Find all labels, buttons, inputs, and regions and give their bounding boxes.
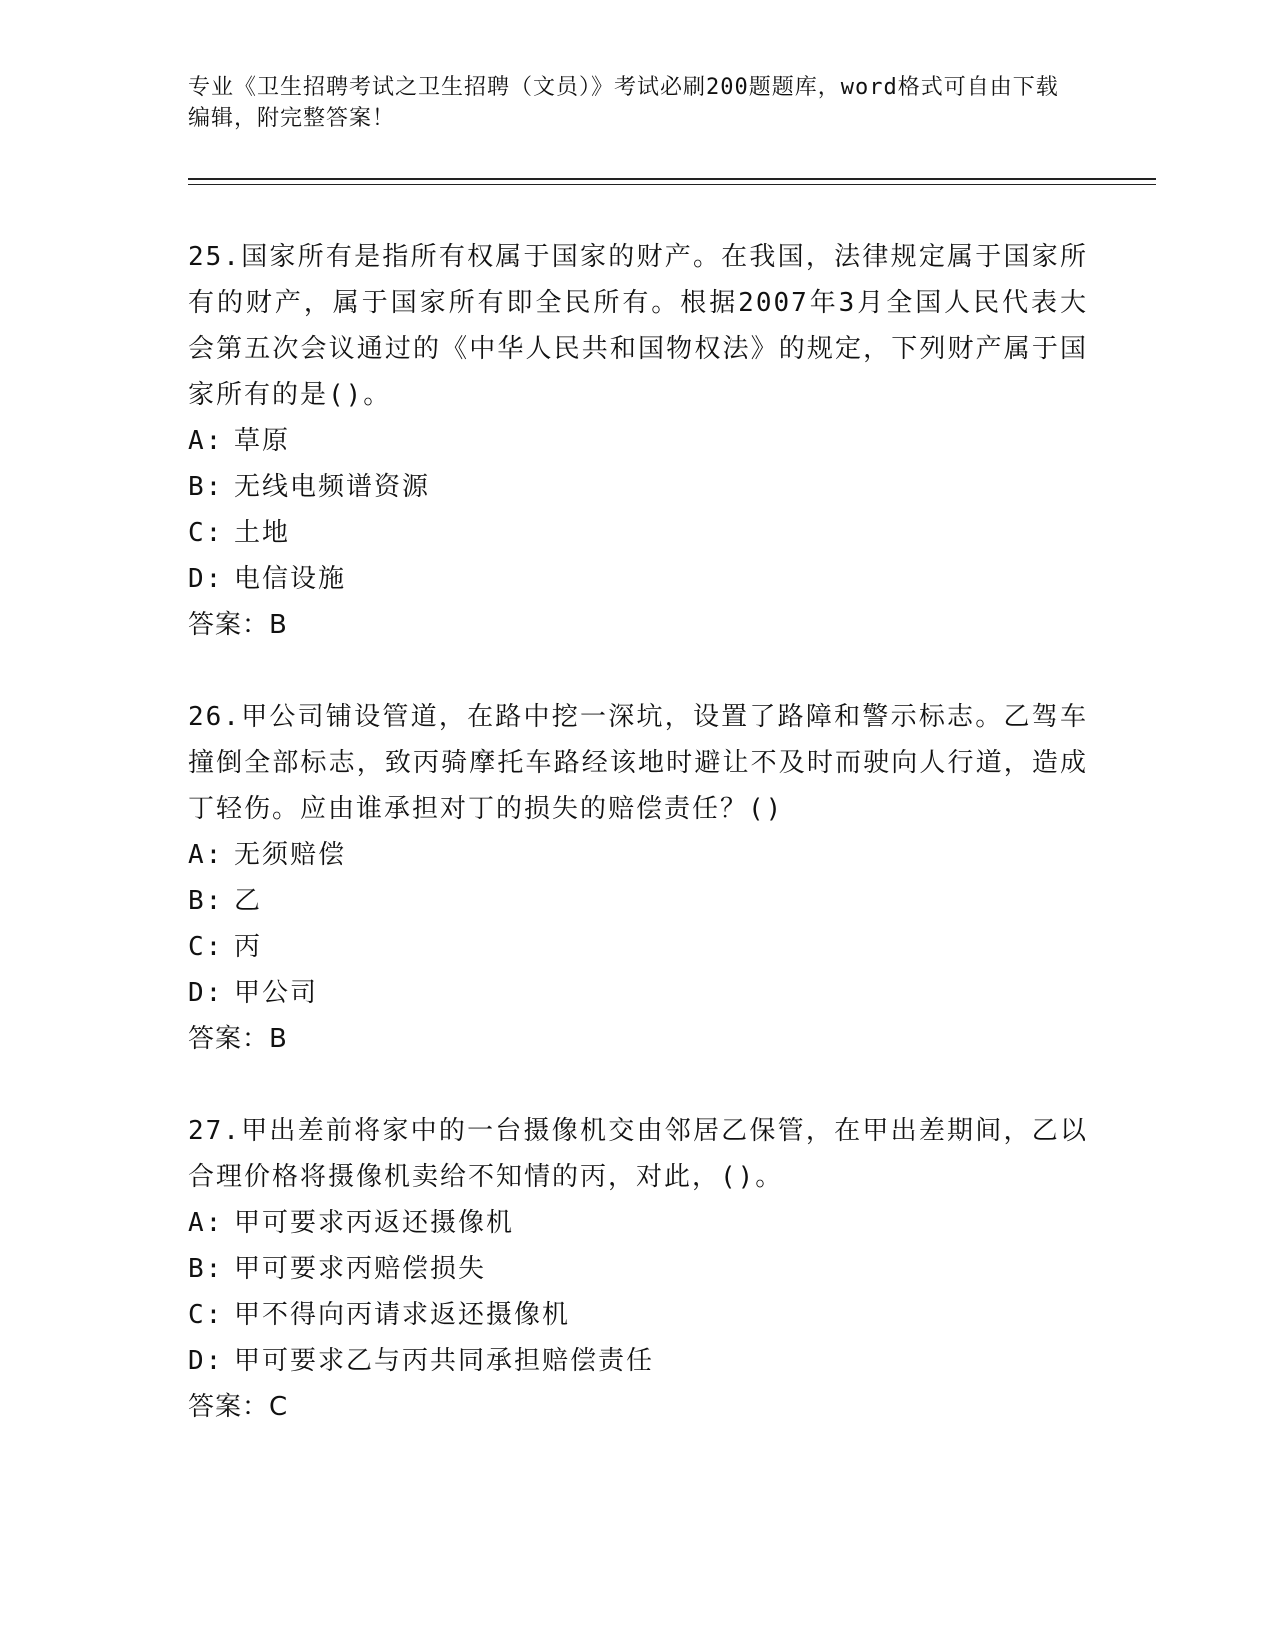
option-letter: D:: [188, 978, 224, 1008]
answer-line: 答案：B: [188, 610, 288, 640]
option-text: 甲可要求丙赔偿损失: [234, 1254, 487, 1284]
option-letter: A:: [188, 840, 224, 870]
option-text: 无线电频谱资源: [234, 472, 431, 502]
option-text: 乙: [234, 886, 263, 916]
option-letter: B:: [188, 472, 224, 502]
option-c: [188, 1292, 1088, 1338]
option-letter: C:: [188, 518, 224, 548]
option-b: [188, 464, 1088, 510]
option-letter: D:: [188, 1346, 224, 1376]
option-text: 无须赔偿: [234, 840, 347, 870]
option-letter: B:: [188, 1254, 224, 1284]
option-c: [188, 924, 1088, 970]
option-a: [188, 1200, 1088, 1246]
option-d: [188, 970, 1088, 1016]
question-25: [188, 234, 1088, 648]
option-text: 甲可要求丙返还摄像机: [234, 1208, 515, 1238]
option-text: 丙: [234, 932, 263, 962]
header-divider-thin: [188, 184, 1156, 185]
option-letter: B:: [188, 886, 224, 916]
option-a: [188, 832, 1088, 878]
option-letter: A:: [188, 1208, 224, 1238]
option-text: 甲不得向丙请求返还摄像机: [234, 1300, 571, 1330]
option-text: 土地: [234, 518, 291, 548]
header-divider-thick: [188, 178, 1156, 180]
option-text: 草原: [234, 426, 291, 456]
option-b: [188, 1246, 1088, 1292]
option-text: 甲可要求乙与丙共同承担赔偿责任: [234, 1346, 655, 1376]
option-b: [188, 878, 1088, 924]
option-letter: C:: [188, 932, 224, 962]
answer-line: 答案：C: [188, 1392, 289, 1422]
option-text: 甲公司: [234, 978, 319, 1008]
option-letter: D:: [188, 564, 224, 594]
option-letter: C:: [188, 1300, 224, 1330]
question-stem: 27.甲出差前将家中的一台摄像机交由邻居乙保管，在甲出差期间，乙以合理价格将摄像机卖给不知情的丙，对此，()。: [188, 1116, 1088, 1192]
option-a: [188, 418, 1088, 464]
option-letter: A:: [188, 426, 224, 456]
question-27: [188, 1108, 1088, 1430]
option-text: 电信设施: [234, 564, 347, 594]
option-d: [188, 1338, 1088, 1384]
answer-line: 答案：B: [188, 1024, 288, 1054]
option-d: [188, 556, 1088, 602]
document-header: 专业《卫生招聘考试之卫生招聘（文员）》考试必刷200题题库，word格式可自由下载编辑，附完整答案！: [188, 75, 1059, 131]
question-stem: 26.甲公司铺设管道，在路中挖一深坑，设置了路障和警示标志。乙驾车撞倒全部标志，致丙骑摩托车路经该地时避让不及时而驶向人行道，造成丁轻伤。应由谁承担对丁的损失的赔偿责任？(): [188, 702, 1088, 824]
question-stem: 25.国家所有是指所有权属于国家的财产。在我国，法律规定属于国家所有的财产，属于国家所有即全民所有。根据2007年3月全国人民代表大会第五次会议通过的《中华人民共和国物权法》的规定，下列财产属于国家所有的是()。: [188, 242, 1088, 410]
option-c: [188, 510, 1088, 556]
question-26: [188, 694, 1088, 1062]
